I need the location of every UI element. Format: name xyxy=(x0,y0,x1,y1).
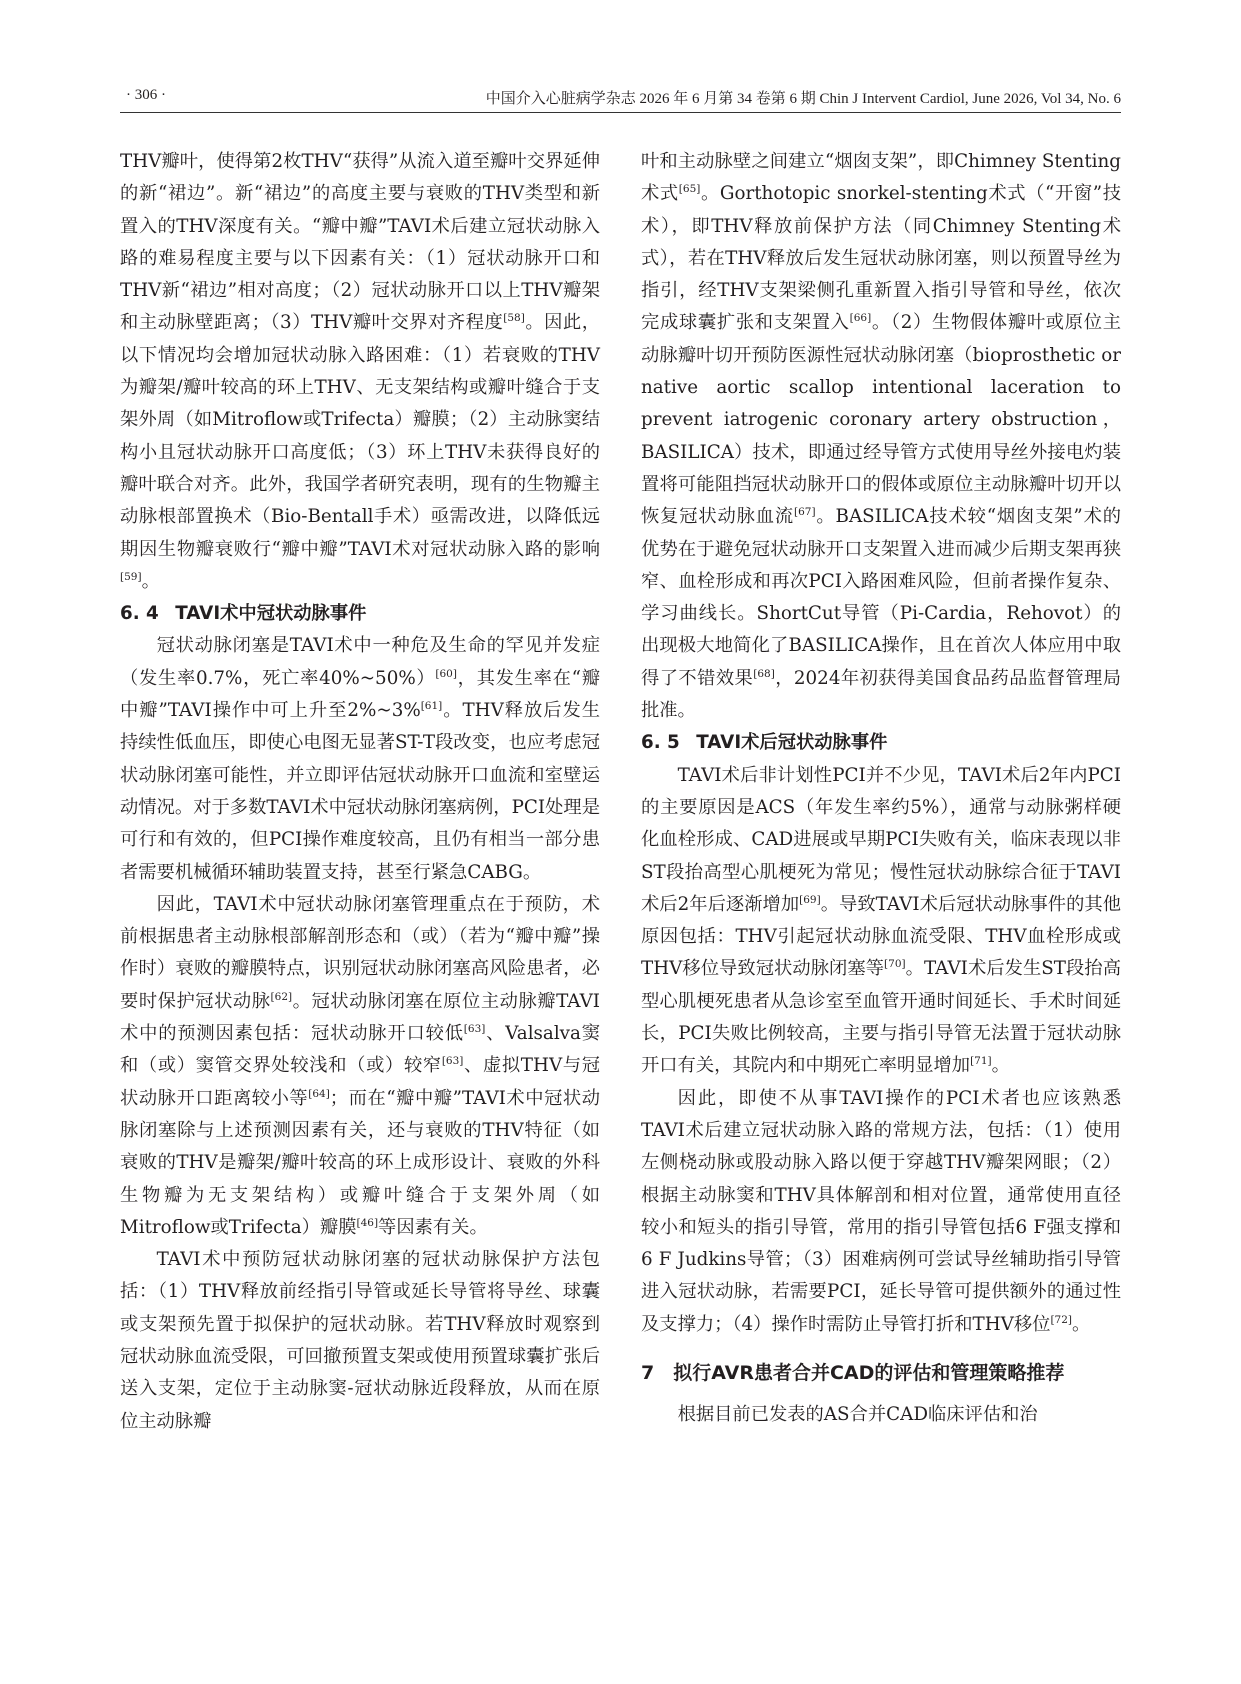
text: 。 xyxy=(141,570,160,592)
citation: [62] xyxy=(270,990,293,1003)
citation: [63] xyxy=(441,1055,464,1068)
citation: [67] xyxy=(794,506,816,519)
paragraph xyxy=(120,146,600,598)
citation: [63] xyxy=(463,1023,486,1036)
citation: [46] xyxy=(356,1216,379,1229)
paragraph xyxy=(641,760,1121,1083)
section-number: 6. 4 xyxy=(120,603,159,625)
text: 因此，TAVI术中冠状动脉闭塞管理重点在于预防，术前根据患者主动脉根部解剖形态和（或）（若为“瓣中瓣”操作时）衰败的瓣膜特点，识别冠状动脉闭塞高风险患者，必要时保护冠状动脉 xyxy=(120,893,600,1012)
paragraph xyxy=(641,1399,1121,1431)
section-title: 拟行AVR患者合并CAD的评估和管理策略推荐 xyxy=(673,1361,1065,1384)
citation: [66] xyxy=(849,312,872,325)
text: 。因此，以下情况均会增加冠状动脉入路困难：（1）若衰败的THV为瓣架/瓣叶较高的环上THV、无支架结构或瓣叶缝合于支架外周（如Mitroflow或Trifecta）瓣膜；（2）主动脉窦结构小且冠状动脉开口高度低；（3）环上THV未获得良好的瓣叶联合对齐。此外，我国学者研究表明，现有的生物瓣主动脉根部置换术（Bio-Bentall手术）亟需改进，以降低远期因生物瓣衰败行“瓣中瓣”TAVI术对冠状动脉入路的影响 xyxy=(120,312,601,560)
text: 。 xyxy=(1072,1313,1091,1335)
section-heading-6-4 xyxy=(120,598,600,630)
text: ；而在“瓣中瓣”TAVI术中冠状动脉闭塞除与上述预测因素有关，还与衰败的THV特征（如衰败的THV是瓣架/瓣叶较高的环上成形设计、衰败的外科生物瓣为无支架结构）或瓣叶缝合于支架外周（如Mitroflow或Trifecta）瓣膜 xyxy=(120,1087,600,1238)
text: TAVI术后非计划性PCI并不少见，TAVI术后2年内PCI的主要原因是ACS（年发生率约5%），通常与动脉粥样硬化血栓形成、CAD进展或早期PCI失败有关，临床表现以非ST段抬高型心肌梗死为常见；慢性冠状动脉综合征于TAVI术后2年后逐渐增加 xyxy=(641,764,1121,915)
right-column xyxy=(641,146,1121,1431)
paragraph xyxy=(120,889,600,1244)
text: THV瓣叶，使得第2枚THV“获得”从流入道至瓣叶交界延伸的新“裙边”。新“裙边”的高度主要与衰败的THV类型和新置入的THV深度有关。“瓣中瓣”TAVI术后建立冠状动脉入路的难易程度主要与以下因素有关：（1）冠状动脉开口和THV新“裙边”相对高度；（2）冠状动脉开口以上THV瓣架和主动脉壁距离；（3）THV瓣叶交界对齐程度 xyxy=(120,151,600,334)
citation: [64] xyxy=(308,1087,330,1100)
text: 。Gorthotopic snorkel-stenting术式（“开窗”技术），即THV释放前保护方法（同Chimney Stenting术式），若在THV释放后发生冠状动脉闭塞，则以预置导丝为指引，经THV支架梁侧孔重新置入指引导管和导丝，依次完成球囊扩张和支架置入 xyxy=(641,183,1122,334)
citation: [68] xyxy=(753,667,775,680)
paragraph xyxy=(120,1244,600,1438)
text: ，其发生率在“瓣中瓣”TAVI操作中可上升至2%~3% xyxy=(120,667,600,722)
text: 等因素有关。 xyxy=(378,1216,488,1238)
text: 。 xyxy=(991,1055,1010,1077)
text: 、虚拟THV与冠状动脉开口距离较小等 xyxy=(120,1055,601,1109)
citation: [65] xyxy=(678,183,701,196)
journal-citation: 中国介入心脏病学杂志 2026 年 6 月第 34 卷第 6 期 Chin J Intervent Cardiol, June 2026, Vol 34, No. 6 xyxy=(485,91,1121,107)
section-title: TAVI术中冠状动脉事件 xyxy=(175,603,367,625)
text: 叶和主动脉壁之间建立“烟囱支架”，即Chimney Stenting术式 xyxy=(641,151,1121,205)
section-heading-7 xyxy=(641,1357,1121,1389)
page-number: · 306 · xyxy=(126,87,166,103)
text: 冠状动脉闭塞是TAVI术中一种危及生命的罕见并发症（发生率0.7%，死亡率40%~50%） xyxy=(120,635,600,689)
section-title: TAVI术后冠状动脉事件 xyxy=(696,732,888,754)
citation: [59] xyxy=(120,570,142,583)
text: TAVI术中预防冠状动脉闭塞的冠状动脉保护方法包括：（1）THV释放前经指引导管或延长导管将导丝、球囊或支架预先置于拟保护的冠状动脉。若THV释放时观察到冠状动脉血流受限，可回撤预置支架或使用预置球囊扩张后送入支架，定位于主动脉窦-冠状动脉近段释放，从而在原位主动脉瓣 xyxy=(120,1249,600,1432)
text: 。冠状动脉闭塞在原位主动脉瓣TAVI术中的预测因素包括：冠状动脉开口较低 xyxy=(120,990,600,1045)
text: 根据目前已发表的AS合并CAD临床评估和治 xyxy=(677,1403,1038,1425)
left-column xyxy=(120,146,600,1438)
text: 、Valsalva窦和（或）窦管交界处较浅和（或）较窄 xyxy=(120,1023,601,1077)
text: 。THV释放后发生持续性低血压，即使心电图无显著ST-T段改变，也应考虑冠状动脉闭塞可能性，并立即评估冠状动脉开口血流和室壁运动情况。对于多数TAVI术中冠状动脉闭塞病例，PCI处理是可行和有效的，但PCI操作难度较高，且仍有相当一部分患者需要机械循环辅助装置支持，甚至行紧急CABG。 xyxy=(120,700,601,883)
running-header xyxy=(120,84,1121,113)
citation: [72] xyxy=(1050,1313,1073,1326)
section-number: 7 xyxy=(641,1361,655,1384)
text: 因此，即使不从事TAVI操作的PCI术者也应该熟悉TAVI术后建立冠状动脉入路的常规方法，包括：（1）使用左侧桡动脉或股动脉入路以便于穿越THV瓣架网眼；（2）根据主动脉窦和THV具体解剖和相对位置，通常使用直径较小和短头的指引导管，常用的指引导管包括6 F强支撑和6 F Judkins导管；（3）困难病例可尝试导丝辅助指引导管进入冠状动脉，若需要PCI，延长导管可提供额外的通过性及支撑力；（4）操作时需防止导管打折和THV移位 xyxy=(641,1087,1121,1335)
text: 。（2）生物假体瓣叶或原位主动脉瓣叶切开预防医源性冠状动脉闭塞（bioprosthetic or native aortic scallop intentional laceration to prevent iatrogenic coronary artery obstruction，BASILICA）技术，即通过经导管方式使用导丝外接电灼装置将可能阻挡冠状动脉开口的假体或原位主动脉瓣叶切开以恢复冠状动脉血流 xyxy=(641,312,1121,528)
text: 。BASILICA技术较“烟囱支架”术的优势在于避免冠状动脉开口支架置入进而减少后期支架再狭窄、血栓形成和再次PCI入路困难风险，但前者操作复杂、学习曲线长。ShortCut导管（Pi-Cardia，Rehovot）的出现极大地简化了BASILICA操作，且在首次人体应用中取得了不错效果 xyxy=(641,506,1122,689)
text: 。TAVI术后发生ST段抬高型心肌梗死患者从急诊室至血管开通时间延长、手术时间延长，PCI失败比例较高，主要与指引导管无法置于冠状动脉开口有关，其院内和中期死亡率明显增加 xyxy=(641,958,1121,1077)
section-heading-6-5 xyxy=(641,727,1121,759)
paragraph xyxy=(641,1083,1121,1341)
citation: [60] xyxy=(435,667,457,680)
citation: [69] xyxy=(799,893,821,906)
citation: [61] xyxy=(420,700,443,713)
paragraph xyxy=(120,630,600,888)
paragraph xyxy=(641,146,1121,727)
text: ，2024年初获得美国食品药品监督管理局批准。 xyxy=(641,667,1122,722)
text: 。导致TAVI术后冠状动脉事件的其他原因包括：THV引起冠状动脉血流受限、THV血栓形成或THV移位导致冠状动脉闭塞等 xyxy=(641,893,1121,980)
citation: [71] xyxy=(970,1055,992,1068)
citation: [70] xyxy=(884,958,906,971)
citation: [58] xyxy=(503,312,525,325)
section-number: 6. 5 xyxy=(641,732,680,754)
